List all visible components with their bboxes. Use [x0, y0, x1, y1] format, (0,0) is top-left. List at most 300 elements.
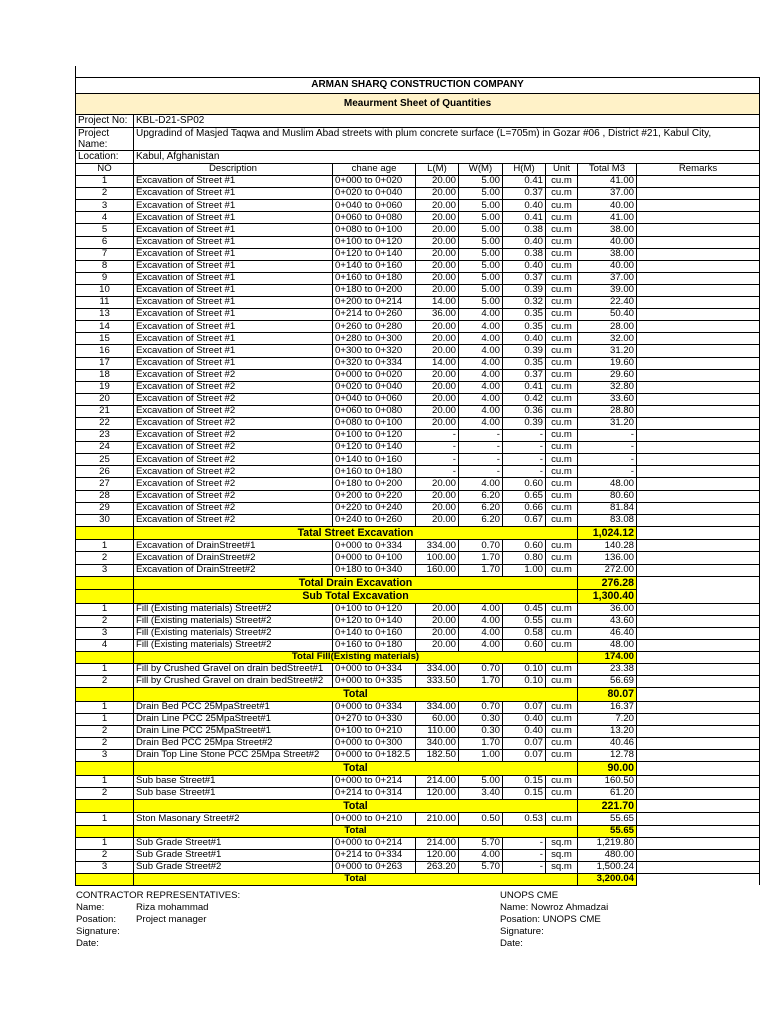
item-no: 6 [76, 236, 134, 248]
item-width: 6.20 [459, 502, 503, 514]
item-chainage: 0+214 to 0+314 [333, 787, 416, 799]
total-row [76, 590, 760, 604]
item-width: 4.00 [459, 369, 503, 381]
item-no: 14 [76, 321, 134, 333]
item-chainage: 0+000 to 0+334 [333, 540, 416, 552]
item-chainage: 0+240 to 0+260 [333, 514, 416, 526]
item-total: 23.38 [578, 664, 637, 676]
table-row [76, 454, 760, 466]
item-no: 3 [76, 861, 134, 873]
item-length: 334.00 [416, 664, 459, 676]
item-length: 20.00 [416, 224, 459, 236]
item-chainage: 0+120 to 0+140 [333, 442, 416, 454]
project-no-label: Project No: [76, 115, 134, 128]
item-unit: cu.m [546, 454, 578, 466]
item-chainage: 0+080 to 0+100 [333, 224, 416, 236]
item-width: 4.00 [459, 309, 503, 321]
item-total: 61.20 [578, 787, 637, 799]
item-chainage: 0+040 to 0+060 [333, 393, 416, 405]
item-no: 8 [76, 260, 134, 272]
item-no: 1 [76, 701, 134, 713]
item-height: 0.40 [503, 725, 546, 737]
total-remarks [637, 762, 760, 776]
table-row [76, 260, 760, 272]
item-total: 81.84 [578, 502, 637, 514]
total-blank [76, 688, 134, 702]
total-blank [76, 825, 134, 837]
item-no: 10 [76, 284, 134, 296]
item-height: 0.35 [503, 309, 546, 321]
item-chainage: 0+000 to 0+334 [333, 701, 416, 713]
item-remarks [637, 212, 760, 224]
item-total: 31.20 [578, 417, 637, 429]
item-no: 25 [76, 454, 134, 466]
item-length: 20.00 [416, 639, 459, 651]
item-description: Excavation of Street #1 [134, 224, 333, 236]
item-no: 2 [76, 787, 134, 799]
item-no: 4 [76, 639, 134, 651]
item-remarks [637, 701, 760, 713]
item-unit: sq.m [546, 837, 578, 849]
item-length: 20.00 [416, 200, 459, 212]
item-total: 29.60 [578, 369, 637, 381]
item-remarks [637, 664, 760, 676]
item-no: 1 [76, 837, 134, 849]
item-description: Excavation of Street #1 [134, 297, 333, 309]
item-width: 6.20 [459, 490, 503, 502]
item-length: 20.00 [416, 345, 459, 357]
total-value: 1,300.40 [578, 590, 637, 604]
item-no: 16 [76, 345, 134, 357]
item-unit: cu.m [546, 272, 578, 284]
item-width: 4.00 [459, 615, 503, 627]
item-description: Sub base Street#1 [134, 787, 333, 799]
total-row [76, 688, 760, 702]
item-length: 20.00 [416, 260, 459, 272]
table-row [76, 552, 760, 564]
item-chainage: 0+300 to 0+320 [333, 345, 416, 357]
item-remarks [637, 552, 760, 564]
item-remarks [637, 750, 760, 762]
item-description: Excavation of Street #2 [134, 442, 333, 454]
total-row [76, 526, 760, 540]
table-row [76, 615, 760, 627]
total-value: 174.00 [578, 651, 637, 663]
name-label: Name: [76, 902, 105, 914]
item-height: 0.38 [503, 224, 546, 236]
total-value: 276.28 [578, 576, 637, 590]
item-width: 4.00 [459, 357, 503, 369]
header-remarks: Remarks [637, 164, 760, 176]
item-no: 3 [76, 627, 134, 639]
unops-signature-label: Signature: [500, 926, 544, 938]
item-unit: cu.m [546, 405, 578, 417]
header-chainage: chane age [333, 164, 416, 176]
item-width: 4.00 [459, 639, 503, 651]
item-total: 50.40 [578, 309, 637, 321]
item-height: 0.10 [503, 664, 546, 676]
item-height: 0.38 [503, 248, 546, 260]
item-description: Excavation of Street #1 [134, 321, 333, 333]
item-length: 20.00 [416, 603, 459, 615]
item-chainage: 0+000 to 0+214 [333, 837, 416, 849]
item-total: 28.00 [578, 321, 637, 333]
item-description: Excavation of Street #1 [134, 200, 333, 212]
item-unit: cu.m [546, 664, 578, 676]
item-remarks [637, 345, 760, 357]
position-label: Posation: [76, 914, 117, 926]
item-remarks [637, 297, 760, 309]
item-description: Excavation of Street #2 [134, 490, 333, 502]
total-label: Total [134, 825, 578, 837]
total-remarks [637, 576, 760, 590]
item-remarks [637, 248, 760, 260]
item-height: 0.07 [503, 750, 546, 762]
item-no: 7 [76, 248, 134, 260]
unops-name: Name: Nowroz Ahmadzai [500, 902, 609, 914]
table-row [76, 236, 760, 248]
item-total: 12.78 [578, 750, 637, 762]
item-description: Excavation of Street #2 [134, 405, 333, 417]
item-height: 0.40 [503, 200, 546, 212]
item-width: 5.00 [459, 260, 503, 272]
item-remarks [637, 627, 760, 639]
item-remarks [637, 478, 760, 490]
table-row [76, 224, 760, 236]
item-description: Sub Grade Street#1 [134, 837, 333, 849]
item-no: 5 [76, 224, 134, 236]
item-no: 24 [76, 442, 134, 454]
item-width: 5.00 [459, 297, 503, 309]
total-remarks [637, 526, 760, 540]
item-unit: cu.m [546, 284, 578, 296]
item-description: Excavation of DrainStreet#1 [134, 540, 333, 552]
table-row [76, 176, 760, 188]
item-chainage: 0+000 to 0+100 [333, 552, 416, 564]
item-remarks [637, 713, 760, 725]
table-row [76, 725, 760, 737]
item-height: - [503, 849, 546, 861]
item-remarks [637, 369, 760, 381]
item-length: 20.00 [416, 248, 459, 260]
item-chainage: 0+260 to 0+280 [333, 321, 416, 333]
item-width: 1.70 [459, 564, 503, 576]
table-row [76, 188, 760, 200]
column-header-row [76, 164, 760, 176]
item-total: 41.00 [578, 212, 637, 224]
item-no: 1 [76, 603, 134, 615]
item-width: 3.40 [459, 787, 503, 799]
item-height: 0.07 [503, 701, 546, 713]
table-row [76, 564, 760, 576]
item-description: Fill (Existing materials) Street#2 [134, 639, 333, 651]
item-total: 7.20 [578, 713, 637, 725]
item-length: - [416, 466, 459, 478]
sheet-title: Meaurment Sheet of Quantities [76, 94, 760, 115]
item-length: 334.00 [416, 540, 459, 552]
table-row [76, 466, 760, 478]
item-width: 5.00 [459, 200, 503, 212]
table-row [76, 405, 760, 417]
item-description: Excavation of Street #2 [134, 417, 333, 429]
item-chainage: 0+080 to 0+100 [333, 417, 416, 429]
location: Kabul, Afghanistan [134, 151, 760, 164]
item-height: 0.41 [503, 381, 546, 393]
item-length: 20.00 [416, 188, 459, 200]
header-no: NO [76, 164, 134, 176]
contractor-name: Riza mohammad [136, 902, 209, 914]
item-description: Drain Top Line Stone PCC 25Mpa Street#2 [134, 750, 333, 762]
item-width: 4.00 [459, 603, 503, 615]
item-chainage: 0+100 to 0+120 [333, 236, 416, 248]
item-width: - [459, 454, 503, 466]
item-remarks [637, 260, 760, 272]
item-height: 0.39 [503, 345, 546, 357]
item-width: 0.30 [459, 713, 503, 725]
item-length: 20.00 [416, 417, 459, 429]
header-length: L(M) [416, 164, 459, 176]
item-chainage: 0+100 to 0+120 [333, 430, 416, 442]
item-description: Excavation of Street #2 [134, 478, 333, 490]
item-unit: sq.m [546, 849, 578, 861]
table-row [76, 357, 760, 369]
item-no: 21 [76, 405, 134, 417]
item-width: 0.70 [459, 664, 503, 676]
table-row [76, 442, 760, 454]
item-width: 4.00 [459, 417, 503, 429]
item-width: - [459, 442, 503, 454]
item-description: Sub base Street#1 [134, 775, 333, 787]
item-total: 28.80 [578, 405, 637, 417]
item-no: 1 [76, 713, 134, 725]
table-row [76, 309, 760, 321]
item-description: Fill (Existing materials) Street#2 [134, 615, 333, 627]
item-chainage: 0+000 to 0+182.5 [333, 750, 416, 762]
item-length: 20.00 [416, 369, 459, 381]
item-remarks [637, 454, 760, 466]
item-remarks [637, 603, 760, 615]
item-length: 20.00 [416, 333, 459, 345]
item-height: 0.58 [503, 627, 546, 639]
item-total: - [578, 430, 637, 442]
total-value: 55.65 [578, 825, 637, 837]
item-remarks [637, 861, 760, 873]
item-unit: cu.m [546, 514, 578, 526]
item-width: 4.00 [459, 333, 503, 345]
item-description: Fill by Crushed Gravel on drain bedStreet#2 [134, 676, 333, 688]
item-unit: cu.m [546, 188, 578, 200]
item-description: Excavation of Street #1 [134, 345, 333, 357]
item-height: - [503, 466, 546, 478]
table-row [76, 514, 760, 526]
item-width: - [459, 430, 503, 442]
item-remarks [637, 236, 760, 248]
item-remarks [637, 676, 760, 688]
item-length: - [416, 442, 459, 454]
item-no: 19 [76, 381, 134, 393]
item-total: 43.60 [578, 615, 637, 627]
item-no: 3 [76, 564, 134, 576]
total-remarks [637, 873, 760, 885]
item-description: Excavation of Street #1 [134, 309, 333, 321]
item-height: 0.32 [503, 297, 546, 309]
company-name: ARMAN SHARQ CONSTRUCTION COMPANY [76, 78, 760, 94]
item-chainage: 0+000 to 0+334 [333, 664, 416, 676]
item-chainage: 0+200 to 0+220 [333, 490, 416, 502]
item-description: Excavation of Street #1 [134, 236, 333, 248]
total-row [76, 762, 760, 776]
item-unit: cu.m [546, 713, 578, 725]
item-description: Drain Bed PCC 25Mpa Street#2 [134, 738, 333, 750]
unops-position: Posation: UNOPS CME [500, 914, 601, 926]
item-width: 1.70 [459, 738, 503, 750]
item-width: 0.30 [459, 725, 503, 737]
item-length: 214.00 [416, 837, 459, 849]
item-total: 31.20 [578, 345, 637, 357]
date-label: Date: [76, 938, 99, 950]
item-unit: cu.m [546, 381, 578, 393]
item-width: 1.00 [459, 750, 503, 762]
item-total: 40.00 [578, 200, 637, 212]
header-height: H(M) [503, 164, 546, 176]
item-no: 26 [76, 466, 134, 478]
item-length: 182.50 [416, 750, 459, 762]
item-width: 1.70 [459, 676, 503, 688]
item-unit: cu.m [546, 333, 578, 345]
total-blank [76, 590, 134, 604]
item-unit: cu.m [546, 813, 578, 825]
item-description: Excavation of Street #2 [134, 466, 333, 478]
item-remarks [637, 490, 760, 502]
total-remarks [637, 590, 760, 604]
total-row [76, 576, 760, 590]
item-total: 83.08 [578, 514, 637, 526]
signature-label: Signature: [76, 926, 120, 938]
item-no: 3 [76, 750, 134, 762]
item-description: Drain Bed PCC 25MpaStreet#1 [134, 701, 333, 713]
item-height: 0.35 [503, 357, 546, 369]
table-row [76, 272, 760, 284]
table-row [76, 345, 760, 357]
total-value: 1,024.12 [578, 526, 637, 540]
item-unit: cu.m [546, 321, 578, 333]
item-height: - [503, 454, 546, 466]
item-remarks [637, 176, 760, 188]
item-description: Excavation of Street #1 [134, 333, 333, 345]
item-unit: cu.m [546, 725, 578, 737]
item-description: Excavation of Street #1 [134, 176, 333, 188]
item-remarks [637, 357, 760, 369]
item-height: - [503, 442, 546, 454]
item-remarks [637, 309, 760, 321]
project-name-label: Project Name: [76, 128, 134, 151]
item-no: 18 [76, 369, 134, 381]
item-total: 16.37 [578, 701, 637, 713]
item-chainage: 0+120 to 0+140 [333, 615, 416, 627]
item-height: 0.41 [503, 176, 546, 188]
item-height: 0.37 [503, 272, 546, 284]
item-chainage: 0+020 to 0+040 [333, 188, 416, 200]
item-width: 5.00 [459, 224, 503, 236]
total-row [76, 651, 760, 663]
item-description: Ston Masonary Street#2 [134, 813, 333, 825]
item-remarks [637, 615, 760, 627]
total-blank [76, 873, 134, 885]
item-width: 4.00 [459, 849, 503, 861]
location-label: Location: [76, 151, 134, 164]
item-length: 20.00 [416, 615, 459, 627]
item-description: Excavation of Street #2 [134, 393, 333, 405]
item-no: 2 [76, 738, 134, 750]
item-width: 5.00 [459, 188, 503, 200]
item-width: 6.20 [459, 514, 503, 526]
item-unit: cu.m [546, 260, 578, 272]
item-length: 20.00 [416, 478, 459, 490]
item-unit: cu.m [546, 357, 578, 369]
total-row [76, 799, 760, 813]
table-row [76, 502, 760, 514]
item-chainage: 0+160 to 0+180 [333, 639, 416, 651]
item-unit: cu.m [546, 393, 578, 405]
item-remarks [637, 564, 760, 576]
contractor-position: Project manager [136, 914, 207, 926]
item-length: 214.00 [416, 775, 459, 787]
table-row [76, 627, 760, 639]
item-unit: cu.m [546, 430, 578, 442]
item-total: 22.40 [578, 297, 637, 309]
item-remarks [637, 813, 760, 825]
unops-date-label: Date: [500, 938, 523, 950]
item-total: - [578, 466, 637, 478]
item-unit: cu.m [546, 345, 578, 357]
quantities-table [75, 77, 760, 886]
item-total: 32.00 [578, 333, 637, 345]
item-length: 20.00 [416, 514, 459, 526]
total-value: 90.00 [578, 762, 637, 776]
item-length: 110.00 [416, 725, 459, 737]
table-row [76, 333, 760, 345]
item-unit: cu.m [546, 200, 578, 212]
item-total: 40.46 [578, 738, 637, 750]
item-height: - [503, 861, 546, 873]
total-label: Total Drain Excavation [134, 576, 578, 590]
item-width: 1.70 [459, 552, 503, 564]
item-unit: cu.m [546, 787, 578, 799]
item-height: 0.15 [503, 775, 546, 787]
table-row [76, 248, 760, 260]
item-total: 46.40 [578, 627, 637, 639]
item-length: 20.00 [416, 502, 459, 514]
item-chainage: 0+140 to 0+160 [333, 454, 416, 466]
total-blank [76, 526, 134, 540]
item-remarks [637, 284, 760, 296]
item-description: Fill (Existing materials) Street#2 [134, 627, 333, 639]
item-no: 1 [76, 176, 134, 188]
total-blank [76, 762, 134, 776]
item-chainage: 0+270 to 0+330 [333, 713, 416, 725]
total-label: Tatal Street Excavation [134, 526, 578, 540]
item-description: Excavation of Street #2 [134, 454, 333, 466]
item-chainage: 0+040 to 0+060 [333, 200, 416, 212]
item-remarks [637, 540, 760, 552]
total-label: Total Fill(Existing materials) [134, 651, 578, 663]
item-total: 38.00 [578, 248, 637, 260]
item-no: 17 [76, 357, 134, 369]
item-remarks [637, 725, 760, 737]
total-remarks [637, 799, 760, 813]
item-total: 1,219.80 [578, 837, 637, 849]
item-description: Excavation of Street #1 [134, 260, 333, 272]
